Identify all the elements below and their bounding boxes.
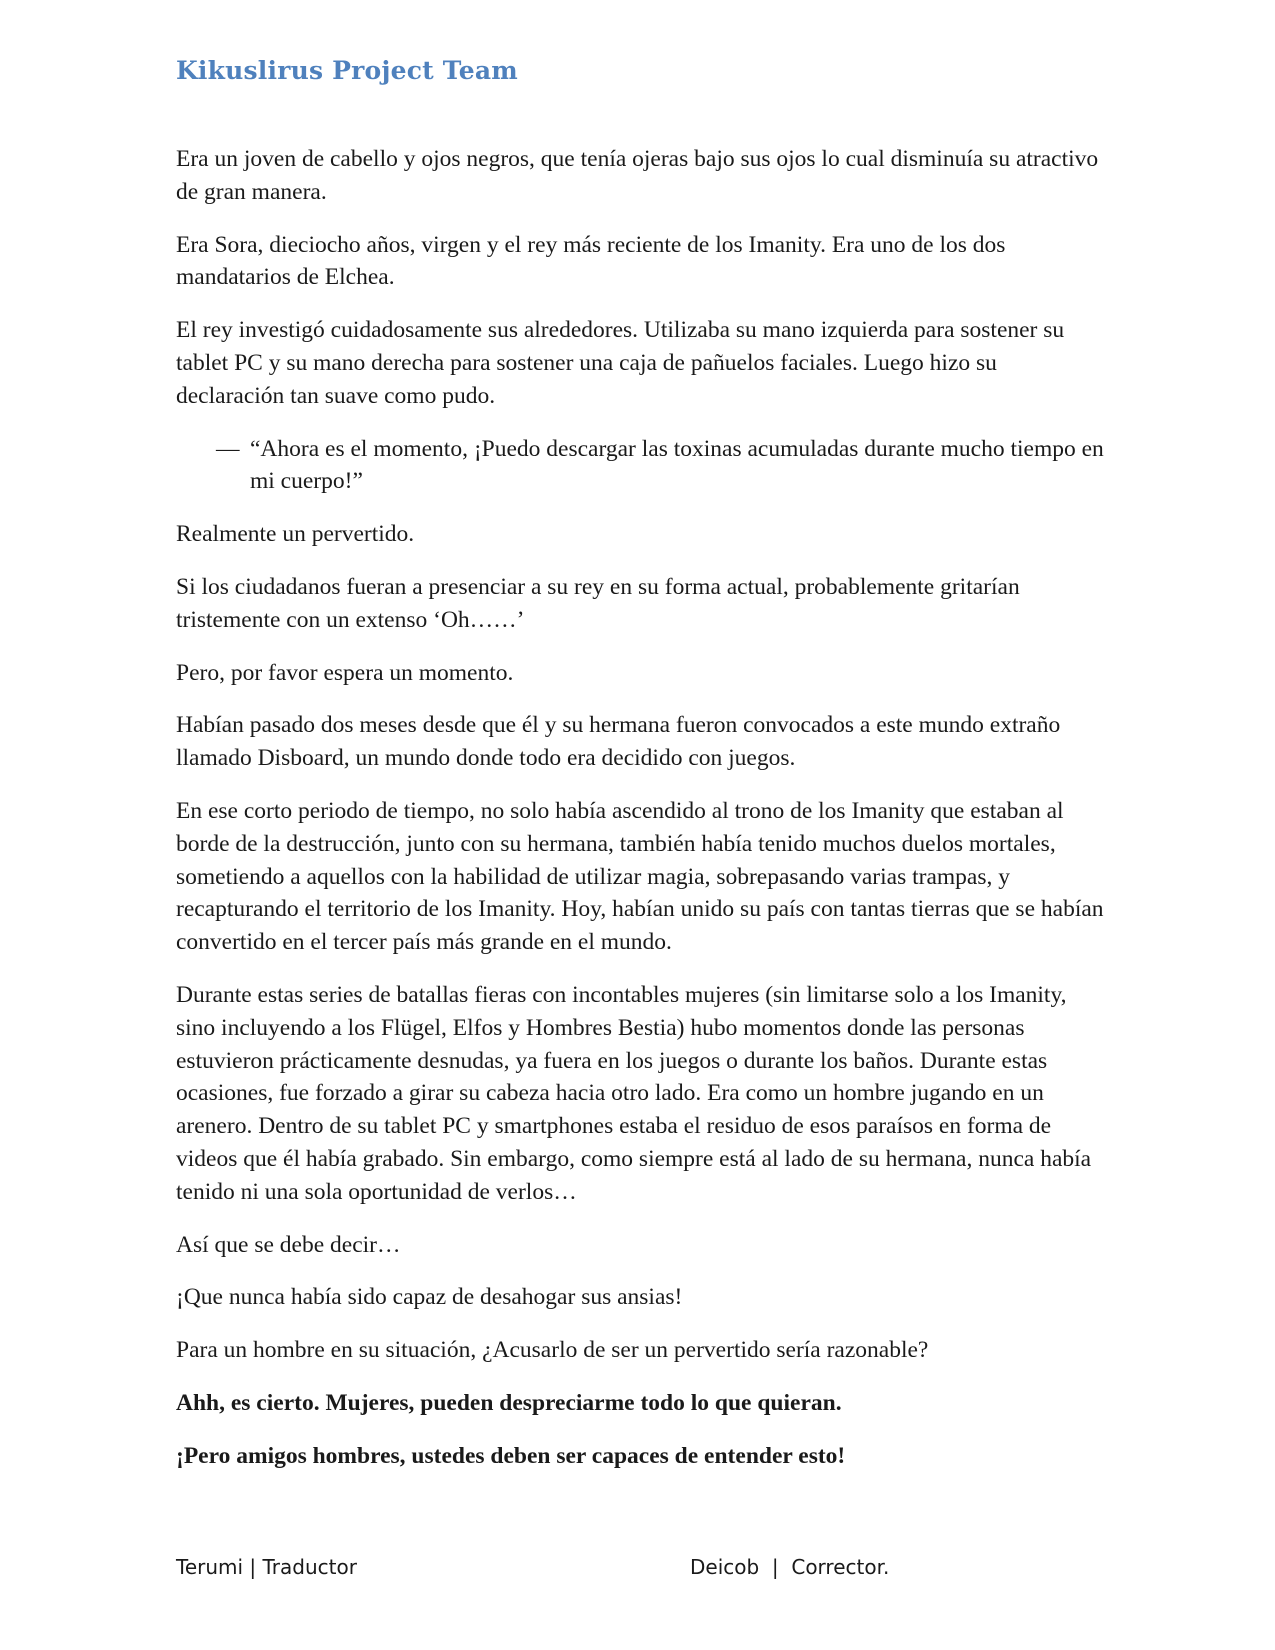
footer-corrector: Deicob | Corrector.	[690, 1555, 890, 1579]
paragraph-8: En ese corto periodo de tiempo, no solo había ascendido al trono de los Imanity que estaban al borde de la destrucción, junto con su hermana, también había tenido muchos duelos mortales, sometiendo a aquellos con la habilidad de utilizar magia, sobrepasando varias trampas, y recapturando el territorio de los Imanity. Hoy, habían unido su país con tantas tierras que se habían convertido en el tercer país más grande en el mundo.	[176, 797, 1104, 956]
footer-translator: Terumi | Traductor	[176, 1555, 357, 1579]
page-footer	[176, 1555, 1106, 1585]
paragraph-12: Para un hombre en su situación, ¿Acusarlo de ser un pervertido sería razonable?	[176, 1337, 929, 1364]
paragraph-9: Durante estas series de batallas fieras con incontables mujeres (sin limitarse solo a los Imanity, sino incluyendo a los Flügel, Elfos y Hombres Bestia) hubo momentos donde las personas estuvieron prácticamente desnudas, ya fuera en los juegos o durante los baños. Durante estas ocasiones, fue forzado a girar su cabeza hacia otro lado. Era como un hombre jugando en un arenero. Dentro de su tablet PC y smartphones estaba el residuo de esos paraísos en forma de videos que él había grabado. Sin embargo, como siempre está al lado de su hermana, nunca había tenido ni una sola oportunidad de verlos…	[176, 981, 1092, 1205]
paragraph-10: Así que se debe decir…	[176, 1231, 401, 1258]
paragraph-11: ¡Que nunca había sido capaz de desahogar sus ansias!	[176, 1284, 683, 1311]
dialogue-dash: —	[216, 435, 240, 462]
paragraph-7: Habían pasado dos meses desde que él y su hermana fueron convocados a este mundo extraño llamado Disboard, un mundo donde todo era decidido con juegos.	[176, 712, 1061, 772]
paragraph-2: Era Sora, dieciocho años, virgen y el rey más reciente de los Imanity. Era uno de los dos mandatarios de Elchea.	[176, 231, 1006, 291]
dialogue-line	[216, 433, 1106, 499]
paragraph-14-bold: ¡Pero amigos hombres, ustedes deben ser capaces de entender esto!	[176, 1442, 846, 1469]
document-body	[176, 143, 1106, 1493]
header-title: Kikuslirus Project Team	[176, 56, 518, 85]
paragraph-3: El rey investigó cuidadosamente sus alrededores. Utilizaba su mano izquierda para sostener su tablet PC y su mano derecha para sostener una caja de pañuelos faciales. Luego hizo su declaración tan suave como pudo.	[176, 317, 1065, 409]
paragraph-4: Realmente un pervertido.	[176, 521, 415, 548]
paragraph-13-bold: Ahh, es cierto. Mujeres, pueden despreciarme todo lo que quieran.	[176, 1389, 842, 1416]
dialogue-text: “Ahora es el momento, ¡Puedo descargar las toxinas acumuladas durante mucho tiempo en mi cuerpo!”	[250, 435, 1104, 495]
paragraph-5: Si los ciudadanos fueran a presenciar a su rey en su forma actual, probablemente gritarían tristemente con un extenso ‘Oh……’	[176, 573, 1020, 633]
paragraph-1: Era un joven de cabello y ojos negros, que tenía ojeras bajo sus ojos lo cual disminuía su atractivo de gran manera.	[176, 146, 1099, 205]
paragraph-6: Pero, por favor espera un momento.	[176, 659, 514, 686]
